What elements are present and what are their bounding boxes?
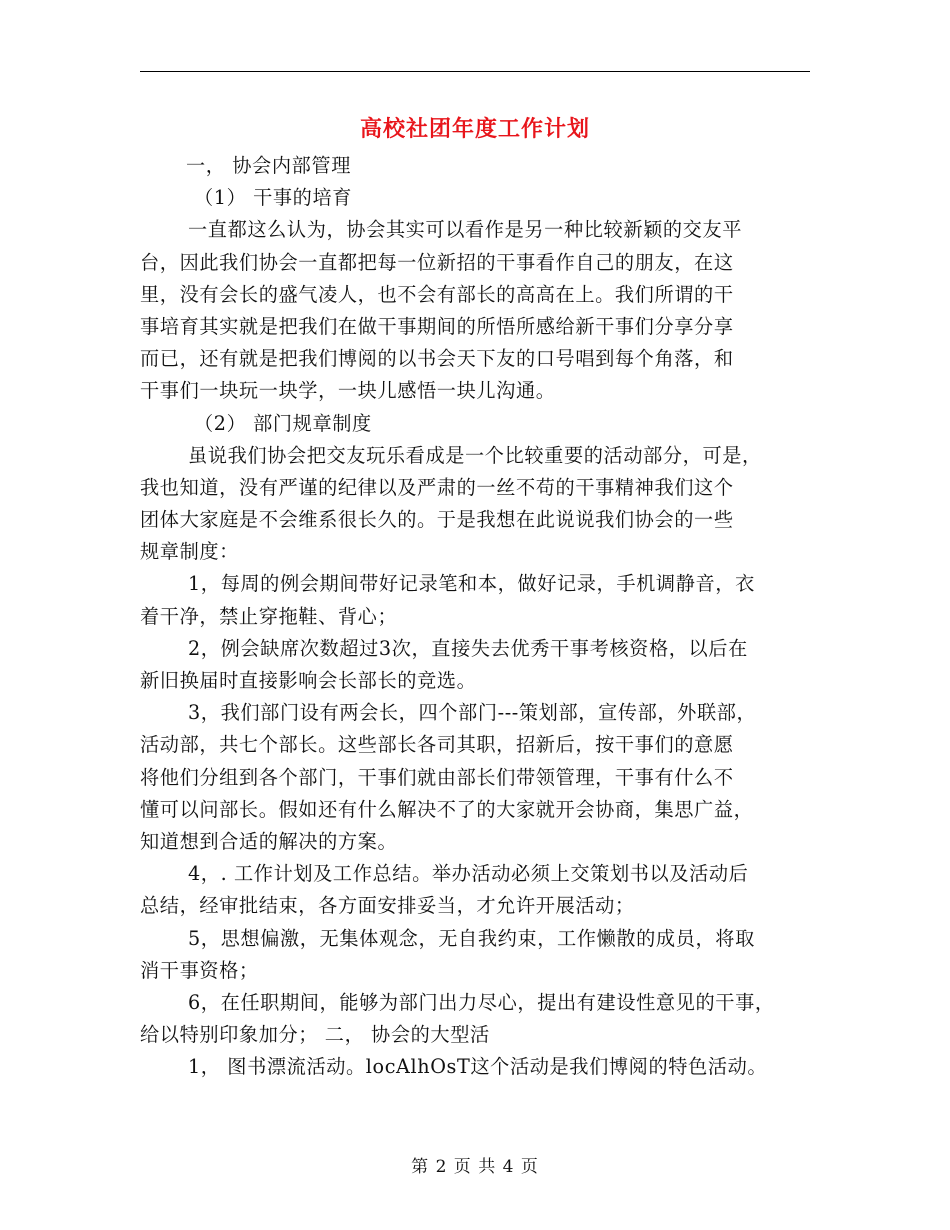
- paragraph-line: 团体大家庭是不会维系很长久的。于是我想在此说说我们协会的一些: [140, 508, 734, 532]
- paragraph-line: 里，没有会长的盛气凌人，也不会有部长的高高在上。我们所谓的干: [140, 282, 734, 306]
- list-item-line: 给以特别印象加分； 二， 协会的大型活: [140, 1023, 490, 1047]
- paragraph-line: 台，因此我们协会一直都把每一位新招的干事看作自己的朋友，在这: [140, 250, 734, 274]
- list-item-line: 2，例会缺席次数超过3次，直接失去优秀干事考核资格，以后在: [188, 636, 748, 660]
- document-body: [140, 150, 810, 1083]
- list-item-line: 活动部，共七个部长。这些部长各司其职，招新后，按干事们的意愿: [140, 733, 734, 757]
- header-rule: [140, 71, 810, 72]
- list-item-line: 消干事资格；: [140, 958, 259, 982]
- list-item-line: 5，思想偏激，无集体观念，无自我约束，工作懒散的成员，将取: [188, 926, 755, 950]
- list-item-line: 着干净，禁止穿拖鞋、背心；: [140, 604, 398, 628]
- paragraph-line: 而已，还有就是把我们博阅的以书会天下友的口号唱到每个角落，和: [140, 347, 734, 371]
- page-number: 第 2 页 共 4 页: [411, 1157, 539, 1177]
- paragraph-line: 事培育其实就是把我们在做干事期间的所悟所感给新干事们分享分享: [140, 314, 734, 338]
- paragraph-line: 虽说我们协会把交友玩乐看成是一个比较重要的活动部分，可是，: [188, 443, 762, 467]
- paragraph-line: 我也知道，没有严谨的纪律以及严肃的一丝不苟的干事精神我们这个: [140, 475, 734, 499]
- list-item-line: 1， 图书漂流活动。locAlhOsT这个活动是我们博阅的特色活动。: [188, 1055, 768, 1079]
- paragraph-line: 干事们一块玩一块学，一块儿感悟一块儿沟通。: [140, 379, 556, 403]
- subsection-heading: （2） 部门规章制度: [194, 411, 372, 435]
- list-item-line: 知道想到合适的解决的方案。: [140, 829, 398, 853]
- list-item-line: 新旧换届时直接影响会长部长的竞选。: [140, 669, 477, 692]
- list-item-line: 3，我们部门设有两会长，四个部门---策划部，宣传部，外联部，: [188, 701, 757, 725]
- subsection-heading: （1） 干事的培育: [194, 186, 353, 210]
- document-title: 高校社团年度工作计划: [359, 116, 590, 142]
- paragraph-line: 规章制度：: [140, 540, 239, 564]
- list-item-line: 4，. 工作计划及工作总结。举办活动必须上交策划书以及活动后: [188, 862, 749, 886]
- list-item-line: 懂可以问部长。假如还有什么解决不了的大家就开会协商，集思广益，: [140, 797, 754, 821]
- section-heading: 一， 协会内部管理: [186, 154, 351, 177]
- paragraph-line: 一直都这么认为，协会其实可以看作是另一种比较新颖的交友平: [188, 218, 743, 242]
- list-item-line: 总结，经审批结束，各方面安排妥当，才允许开展活动；: [140, 894, 635, 918]
- list-item-line: 6，在任职期间，能够为部门出力尽心，提出有建设性意见的干事，: [188, 990, 775, 1014]
- list-item-line: 将他们分组到各个部门，干事们就由部长们带领管理，干事有什么不: [140, 765, 734, 789]
- list-item-line: 1，每周的例会期间带好记录笔和本，做好记录，手机调静音，衣: [188, 572, 755, 596]
